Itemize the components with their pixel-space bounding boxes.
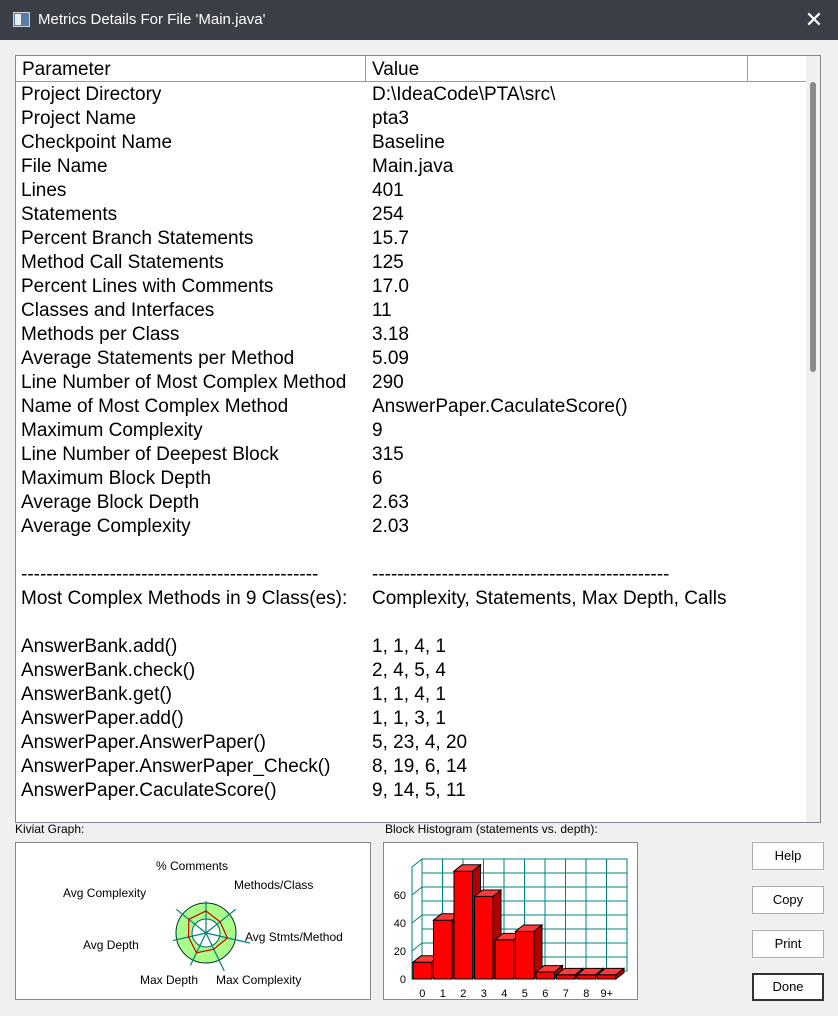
row-parameter: AnswerBank.check() bbox=[21, 660, 196, 681]
header-parameter[interactable]: Parameter bbox=[16, 56, 366, 82]
histogram-label: Block Histogram (statements vs. depth): bbox=[385, 822, 598, 836]
row-value: D:\IdeaCode\PTA\src\ bbox=[372, 84, 556, 105]
dialog-client bbox=[0, 40, 838, 1016]
window-title: Metrics Details For File 'Main.java' bbox=[38, 11, 266, 28]
row-value: 8, 19, 6, 14 bbox=[372, 756, 468, 777]
row-parameter: Lines bbox=[21, 180, 67, 201]
table-row[interactable] bbox=[16, 323, 808, 347]
row-parameter: Checkpoint Name bbox=[21, 132, 173, 153]
help-button[interactable]: Help bbox=[752, 842, 824, 870]
app-window-icon bbox=[13, 12, 30, 27]
metrics-list[interactable] bbox=[15, 55, 821, 823]
header-empty bbox=[748, 56, 808, 82]
table-row[interactable] bbox=[16, 419, 808, 443]
row-parameter: Line Number of Most Complex Method bbox=[21, 372, 347, 393]
row-value: 17.0 bbox=[372, 276, 409, 297]
kiviat-axis-label: Avg Complexity bbox=[63, 886, 147, 900]
block-histogram bbox=[383, 842, 638, 1000]
copy-button[interactable]: Copy bbox=[752, 886, 824, 914]
table-row[interactable] bbox=[16, 707, 808, 731]
row-parameter: Average Block Depth bbox=[21, 492, 200, 513]
row-parameter: Maximum Block Depth bbox=[21, 468, 212, 489]
row-value: 290 bbox=[372, 372, 404, 393]
row-value: 5.09 bbox=[372, 348, 409, 369]
row-value: 254 bbox=[372, 204, 404, 225]
table-row[interactable] bbox=[16, 83, 808, 107]
header-value[interactable]: Value bbox=[366, 56, 748, 82]
row-parameter: Project Name bbox=[21, 108, 137, 129]
row-parameter: AnswerPaper.AnswerPaper() bbox=[21, 732, 266, 753]
row-parameter: AnswerBank.get() bbox=[21, 684, 173, 705]
table-row[interactable] bbox=[16, 491, 808, 515]
histogram-xtick-label: 6 bbox=[542, 988, 549, 1000]
kiviat-graph bbox=[15, 842, 371, 1000]
row-value: Baseline bbox=[372, 132, 445, 153]
table-row[interactable] bbox=[16, 251, 808, 275]
table-row[interactable] bbox=[16, 299, 808, 323]
row-parameter: Average Complexity bbox=[21, 516, 191, 537]
row-value: 315 bbox=[372, 444, 404, 465]
row-parameter: Classes and Interfaces bbox=[21, 300, 215, 321]
row-parameter: Average Statements per Method bbox=[21, 348, 295, 369]
row-parameter: Most Complex Methods in 9 Class(es): bbox=[21, 588, 348, 609]
histogram-xtick-label: 1 bbox=[439, 988, 446, 1000]
table-row[interactable] bbox=[16, 203, 808, 227]
row-value: 2.63 bbox=[372, 492, 409, 513]
row-value: 5, 23, 4, 20 bbox=[372, 732, 468, 753]
row-parameter: AnswerBank.add() bbox=[21, 636, 178, 657]
kiviat-label: Kiviat Graph: bbox=[15, 822, 85, 836]
table-row[interactable] bbox=[16, 635, 808, 659]
table-row[interactable] bbox=[16, 347, 808, 371]
histogram-xtick-label: 0 bbox=[419, 988, 426, 1000]
table-row[interactable] bbox=[16, 683, 808, 707]
table-row[interactable] bbox=[16, 587, 808, 611]
close-icon[interactable]: ✕ bbox=[804, 7, 824, 32]
kiviat-axis-label: % Comments bbox=[156, 859, 229, 873]
row-parameter: AnswerPaper.CaculateScore() bbox=[21, 780, 277, 801]
table-row[interactable] bbox=[16, 779, 808, 803]
table-row[interactable] bbox=[16, 611, 808, 635]
table-row[interactable] bbox=[16, 659, 808, 683]
metrics-rows bbox=[16, 83, 808, 803]
table-row[interactable] bbox=[16, 755, 808, 779]
table-row[interactable] bbox=[16, 563, 808, 587]
row-value: AnswerPaper.CaculateScore() bbox=[372, 396, 628, 417]
row-parameter: AnswerPaper.AnswerPaper_Check() bbox=[21, 756, 331, 777]
row-value: ----------------------------------------------- bbox=[372, 564, 670, 585]
vertical-scrollbar[interactable] bbox=[806, 56, 820, 823]
scrollbar-thumb[interactable] bbox=[810, 82, 816, 372]
row-value: 9 bbox=[372, 420, 383, 441]
histogram-xtick-label: 9+ bbox=[600, 988, 614, 1000]
kiviat-axis-label: Max Depth bbox=[140, 973, 199, 987]
histogram-svg bbox=[384, 843, 639, 1001]
table-row[interactable] bbox=[16, 539, 808, 563]
table-row[interactable] bbox=[16, 107, 808, 131]
row-value: 11 bbox=[372, 300, 392, 321]
row-value: 1, 1, 4, 1 bbox=[372, 684, 446, 705]
histogram-xtick-label: 5 bbox=[521, 988, 528, 1000]
row-value: 401 bbox=[372, 180, 404, 201]
row-value: 1, 1, 3, 1 bbox=[372, 708, 446, 729]
histogram-xtick-label: 4 bbox=[501, 988, 508, 1000]
histogram-xtick-label: 2 bbox=[460, 988, 467, 1000]
table-row[interactable] bbox=[16, 371, 808, 395]
histogram-ytick-label: 40 bbox=[393, 918, 406, 930]
table-row[interactable] bbox=[16, 155, 808, 179]
row-parameter: AnswerPaper.add() bbox=[21, 708, 184, 729]
kiviat-axis-label: Methods/Class bbox=[234, 878, 314, 892]
row-value: 2, 4, 5, 4 bbox=[372, 660, 446, 681]
kiviat-axis-label: Max Complexity bbox=[216, 973, 302, 987]
done-button[interactable]: Done bbox=[752, 973, 824, 1001]
print-button[interactable]: Print bbox=[752, 930, 824, 958]
row-value: Main.java bbox=[372, 156, 454, 177]
table-row[interactable] bbox=[16, 515, 808, 539]
histogram-ytick-label: 60 bbox=[393, 890, 406, 902]
row-parameter: Name of Most Complex Method bbox=[21, 396, 289, 417]
table-row[interactable] bbox=[16, 395, 808, 419]
row-value: 6 bbox=[372, 468, 383, 489]
kiviat-axis-label: Avg Stmts/Method bbox=[245, 930, 343, 944]
kiviat-axis-label: Avg Depth bbox=[83, 938, 139, 952]
row-value: 2.03 bbox=[372, 516, 409, 537]
histogram-ytick-label: 20 bbox=[393, 946, 406, 958]
table-row[interactable] bbox=[16, 467, 808, 491]
row-parameter: Methods per Class bbox=[21, 324, 180, 345]
row-parameter: Statements bbox=[21, 204, 118, 225]
row-parameter: ----------------------------------------------- bbox=[21, 564, 319, 585]
table-row[interactable] bbox=[16, 179, 808, 203]
kiviat-svg bbox=[16, 843, 372, 1001]
histogram-xtick-label: 7 bbox=[562, 988, 569, 1000]
row-parameter: Maximum Complexity bbox=[21, 420, 203, 441]
row-parameter: Line Number of Deepest Block bbox=[21, 444, 279, 465]
table-row[interactable] bbox=[16, 443, 808, 467]
histogram-xtick-label: 8 bbox=[583, 988, 590, 1000]
row-parameter: Method Call Statements bbox=[21, 252, 224, 273]
row-value: Complexity, Statements, Max Depth, Calls bbox=[372, 588, 727, 609]
row-value: 3.18 bbox=[372, 324, 409, 345]
row-parameter: Percent Lines with Comments bbox=[21, 276, 274, 297]
title-bar bbox=[0, 0, 838, 40]
table-row[interactable] bbox=[16, 131, 808, 155]
row-parameter: Project Directory bbox=[21, 84, 162, 105]
list-header bbox=[16, 56, 808, 82]
table-row[interactable] bbox=[16, 731, 808, 755]
row-value: 9, 14, 5, 11 bbox=[372, 780, 466, 801]
row-value: pta3 bbox=[372, 108, 409, 129]
row-value: 125 bbox=[372, 252, 404, 273]
histogram-ytick-label: 0 bbox=[399, 974, 406, 986]
row-parameter: Percent Branch Statements bbox=[21, 228, 254, 249]
row-value: 1, 1, 4, 1 bbox=[372, 636, 446, 657]
table-row[interactable] bbox=[16, 227, 808, 251]
row-parameter: File Name bbox=[21, 156, 108, 177]
histogram-xtick-label: 3 bbox=[480, 988, 487, 1000]
table-row[interactable] bbox=[16, 275, 808, 299]
row-value: 15.7 bbox=[372, 228, 409, 249]
